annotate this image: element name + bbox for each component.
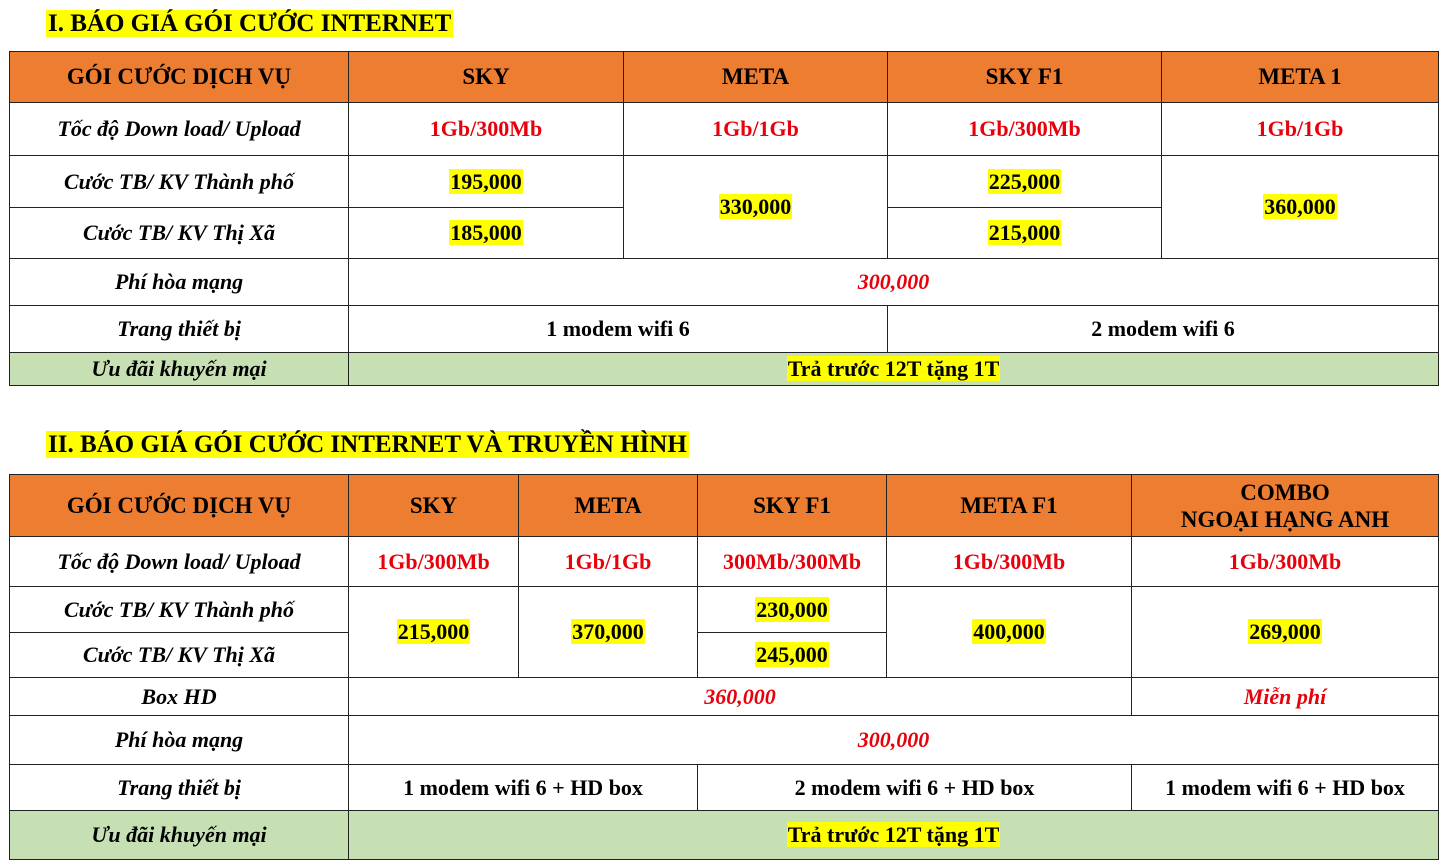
table-header-row	[10, 52, 1439, 103]
table-row	[10, 678, 1439, 716]
speed-sky: 1Gb/300Mb	[349, 537, 519, 587]
box-hd-price: 360,000	[349, 678, 1132, 716]
row-label-city: Cước TB/ KV Thành phố	[10, 156, 349, 208]
header-meta: META	[519, 475, 698, 537]
speed-sky-f1: 300Mb/300Mb	[698, 537, 887, 587]
row-label-city: Cước TB/ KV Thành phố	[10, 587, 349, 633]
device-sky-meta: 1 modem wifi 6 + HD box	[349, 765, 698, 811]
table-row	[10, 156, 1439, 208]
section2-title: II. BÁO GIÁ GÓI CƯỚC INTERNET VÀ TRUYỀN HÌNH	[48, 431, 687, 458]
device-skyf1-metaf1: 2 modem wifi 6 + HD box	[698, 765, 1132, 811]
price-meta: 370,000	[519, 587, 698, 678]
header-combo: COMBO NGOẠI HẠNG ANH	[1132, 475, 1439, 537]
internet-tv-price-table	[9, 474, 1439, 860]
header-service: GÓI CƯỚC DỊCH VỤ	[10, 52, 349, 103]
row-label-speed: Tốc độ Down load/ Upload	[10, 103, 349, 156]
speed-sky: 1Gb/300Mb	[349, 103, 624, 156]
row-label-speed: Tốc độ Down load/ Upload	[10, 537, 349, 587]
speed-meta-f1: 1Gb/300Mb	[887, 537, 1132, 587]
header-sky: SKY	[349, 475, 519, 537]
table-row	[10, 259, 1439, 306]
section1-title: I. BÁO GIÁ GÓI CƯỚC INTERNET	[48, 10, 452, 37]
promo-value: Trả trước 12T tặng 1T	[349, 811, 1439, 860]
price-meta: 330,000	[624, 156, 888, 259]
row-label-promo: Ưu đãi khuyến mại	[10, 811, 349, 860]
device-sky-meta: 1 modem wifi 6	[349, 306, 888, 353]
row-label-box: Box HD	[10, 678, 349, 716]
price-meta-f1: 400,000	[887, 587, 1132, 678]
row-label-promo: Ưu đãi khuyến mại	[10, 353, 349, 386]
price-town-sky-f1: 245,000	[698, 633, 887, 678]
table-row	[10, 765, 1439, 811]
row-label-town: Cước TB/ KV Thị Xã	[10, 633, 349, 678]
table-row	[10, 587, 1439, 633]
price-combo: 269,000	[1132, 587, 1439, 678]
header-meta-f1: META F1	[887, 475, 1132, 537]
internet-price-table	[9, 51, 1439, 386]
box-hd-combo: Miễn phí	[1132, 678, 1439, 716]
price-sky: 215,000	[349, 587, 519, 678]
table-row	[10, 103, 1439, 156]
header-sky-f1: SKY F1	[888, 52, 1162, 103]
speed-meta: 1Gb/1Gb	[519, 537, 698, 587]
price-city-sky: 195,000	[349, 156, 624, 208]
device-combo: 1 modem wifi 6 + HD box	[1132, 765, 1439, 811]
speed-combo: 1Gb/300Mb	[1132, 537, 1439, 587]
table-row	[10, 353, 1439, 386]
table-row	[10, 811, 1439, 860]
table-row	[10, 306, 1439, 353]
table-row	[10, 537, 1439, 587]
price-city-sky-f1: 225,000	[888, 156, 1162, 208]
price-city-sky-f1: 230,000	[698, 587, 887, 633]
price-town-sky-f1: 215,000	[888, 208, 1162, 259]
header-meta-1: META 1	[1162, 52, 1439, 103]
table-row	[10, 716, 1439, 765]
row-label-town: Cước TB/ KV Thị Xã	[10, 208, 349, 259]
header-meta: META	[624, 52, 888, 103]
speed-sky-f1: 1Gb/300Mb	[888, 103, 1162, 156]
table-header-row	[10, 475, 1439, 537]
header-sky: SKY	[349, 52, 624, 103]
header-sky-f1: SKY F1	[698, 475, 887, 537]
installation-fee: 300,000	[349, 716, 1439, 765]
header-service: GÓI CƯỚC DỊCH VỤ	[10, 475, 349, 537]
row-label-fee: Phí hòa mạng	[10, 716, 349, 765]
row-label-device: Trang thiết bị	[10, 765, 349, 811]
speed-meta: 1Gb/1Gb	[624, 103, 888, 156]
price-town-sky: 185,000	[349, 208, 624, 259]
device-skyf1-meta1: 2 modem wifi 6	[888, 306, 1439, 353]
speed-meta-1: 1Gb/1Gb	[1162, 103, 1439, 156]
promo-value: Trả trước 12T tặng 1T	[349, 353, 1439, 386]
price-meta-1: 360,000	[1162, 156, 1439, 259]
row-label-device: Trang thiết bị	[10, 306, 349, 353]
row-label-fee: Phí hòa mạng	[10, 259, 349, 306]
installation-fee: 300,000	[349, 259, 1439, 306]
